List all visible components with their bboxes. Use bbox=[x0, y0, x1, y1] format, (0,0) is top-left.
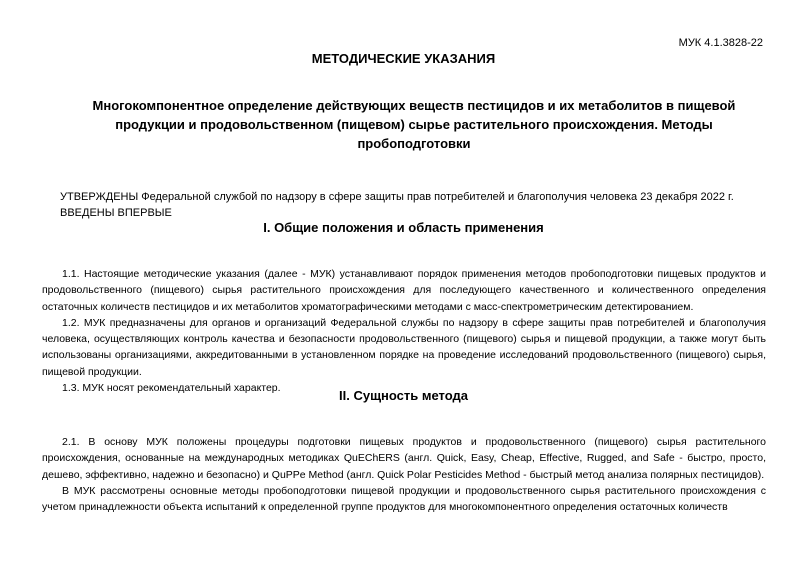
document-title: Многокомпонентное определение действующих веществ пестицидов и их метаболитов в пищевой продукции и продовольственном (пищевом) сырье растительного происхождения. Методы пробоподготовки bbox=[92, 98, 736, 151]
document-type-heading: МЕТОДИЧЕСКИЕ УКАЗАНИЯ bbox=[311, 51, 496, 66]
paragraph-1-3: 1.3. МУК носят рекомендательный характер. bbox=[62, 382, 281, 395]
paragraph-2-1: 2.1. В основу МУК положены процедуры подготовки пищевых продуктов и продовольственного (пищевого) сырья растительного происхождения, основанные на международных методиках QuEChERS (англ. Quick, Easy, Cheap, Effective, Rugged, and Safe - быстро, просто, дешево, эффективно, надежно и безопасно) и QuPPe Method (англ. Quick Polar Pesticides Method - быстрый метод анализа полярных пестицидов). bbox=[42, 436, 766, 481]
section-heading-method: II. Сущность метода bbox=[339, 388, 468, 403]
approval-statement: УТВЕРЖДЕНЫ Федеральной службой по надзору в сфере защиты прав потребителей и благополучия человека 23 декабря 2022 г. bbox=[60, 191, 734, 203]
paragraph-1-2: 1.2. МУК предназначены для органов и организаций Федеральной службы по надзору в сфере защиты прав потребителей и благополучия человека, осуществляющих контроль качества и безопасности продовольственного (пищевого) сырья и пищевой продукции, а также могут быть использованы организациями, аккредитованными в установленном порядке на проведение исследований продовольственного (пищевого) сырья, пищевой продукции. bbox=[42, 316, 766, 378]
section-body-general bbox=[42, 266, 766, 396]
paragraph-1-1: 1.1. Настоящие методические указания (далее - МУК) устанавливают порядок применения методов пробоподготовки пищевых продуктов и продовольственного (пищевого) сырья растительного происхождения для последующего качественного и количественного определения остаточных количеств пестицидов и их метаболитов хроматографическими методами с масс-спектрометрическим детектированием. bbox=[42, 268, 766, 313]
paragraph-2-2: В МУК рассмотрены основные методы пробоподготовки пищевой продукции и продовольственного сырья растительного происхождения с учетом принадлежности объекта испытаний к определенной группе продуктов для многокомпонентного определения остаточных количеств bbox=[42, 484, 766, 514]
document-code: МУК 4.1.3828-22 bbox=[678, 37, 763, 49]
section-body-method bbox=[42, 434, 766, 515]
section-heading-general: I. Общие положения и область применения bbox=[263, 220, 544, 235]
introduction-statement: ВВЕДЕНЫ ВПЕРВЫЕ bbox=[60, 207, 172, 219]
approval-block bbox=[60, 189, 780, 221]
